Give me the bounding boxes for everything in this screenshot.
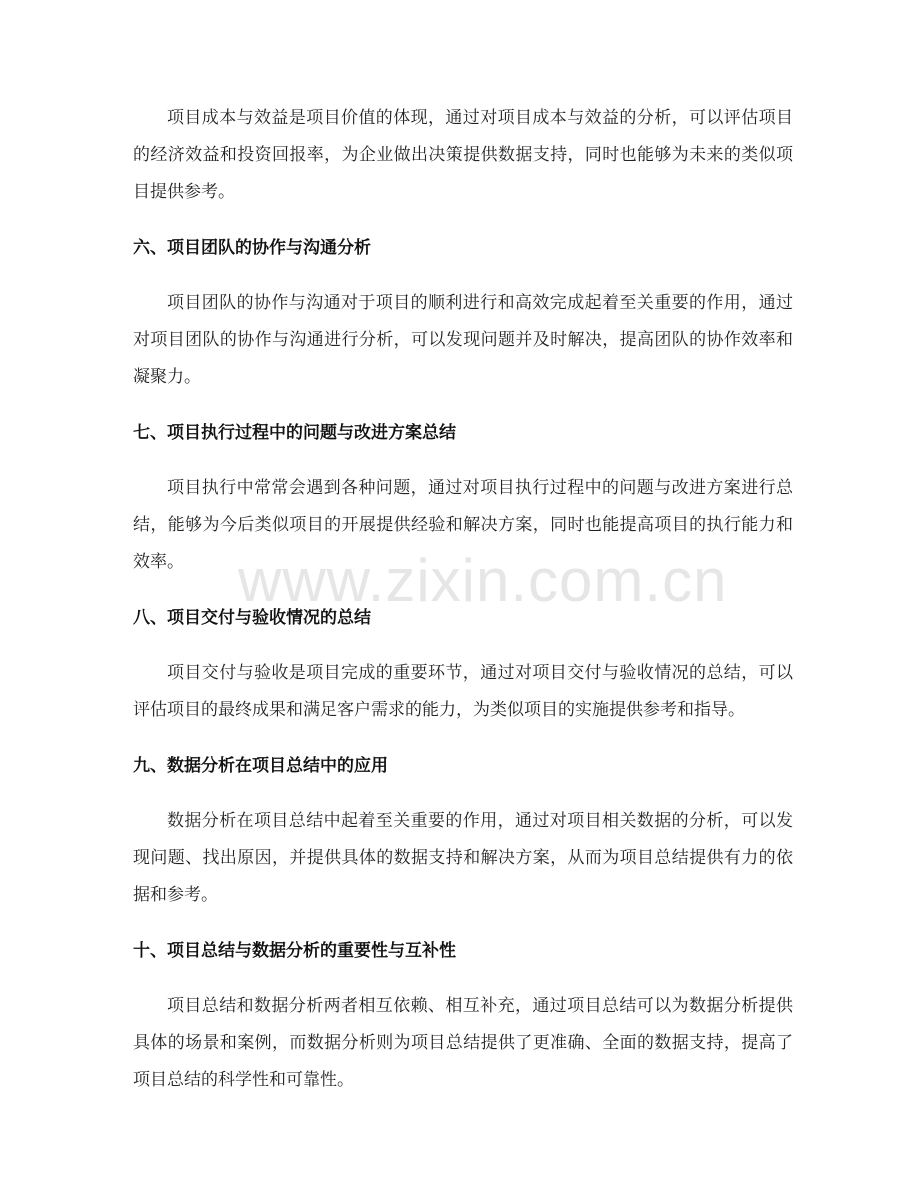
- paragraph-cost-benefit: 项目成本与效益是项目价值的体现，通过对项目成本与效益的分析，可以评估项目的经济效益和投资回报率，为企业做出决策提供数据支持，同时也能够为未来的类似项目提供参考。: [133, 108, 793, 202]
- heading-execution-issues: 七、项目执行过程中的问题与改进方案总结: [133, 423, 456, 443]
- paragraph-team-collaboration: 项目团队的协作与沟通对于项目的顺利进行和高效完成起着至关重要的作用，通过对项目团队的协作与沟通进行分析，可以发现问题并及时解决，提高团队的协作效率和凝聚力。: [133, 293, 793, 387]
- paragraph-delivery-acceptance: 项目交付与验收是项目完成的重要环节，通过对项目交付与验收情况的总结，可以评估项目的最终成果和满足客户需求的能力，为类似项目的实施提供参考和指导。: [133, 663, 793, 720]
- paragraph-execution-issues: 项目执行中常常会遇到各种问题，通过对项目执行过程中的问题与改进方案进行总结，能够为今后类似项目的开展提供经验和解决方案，同时也能提高项目的执行能力和效率。: [133, 478, 793, 572]
- heading-data-analysis-application: 九、数据分析在项目总结中的应用: [133, 756, 388, 776]
- watermark: www.zixin.com.cn: [238, 547, 728, 614]
- paragraph-importance-complementarity: 项目总结和数据分析两者相互依赖、相互补充，通过项目总结可以为数据分析提供具体的场景和案例，而数据分析则为项目总结提供了更准确、全面的数据支持，提高了项目总结的科学性和可靠性。: [133, 996, 793, 1090]
- heading-team-collaboration: 六、项目团队的协作与沟通分析: [133, 238, 371, 258]
- heading-delivery-acceptance: 八、项目交付与验收情况的总结: [133, 608, 371, 628]
- heading-importance-complementarity: 十、项目总结与数据分析的重要性与互补性: [133, 941, 456, 961]
- document-page: [133, 100, 793, 1099]
- paragraph-data-analysis-application: 数据分析在项目总结中起着至关重要的作用，通过对项目相关数据的分析，可以发现问题、找出原因，并提供具体的数据支持和解决方案，从而为项目总结提供有力的依据和参考。: [133, 811, 793, 905]
